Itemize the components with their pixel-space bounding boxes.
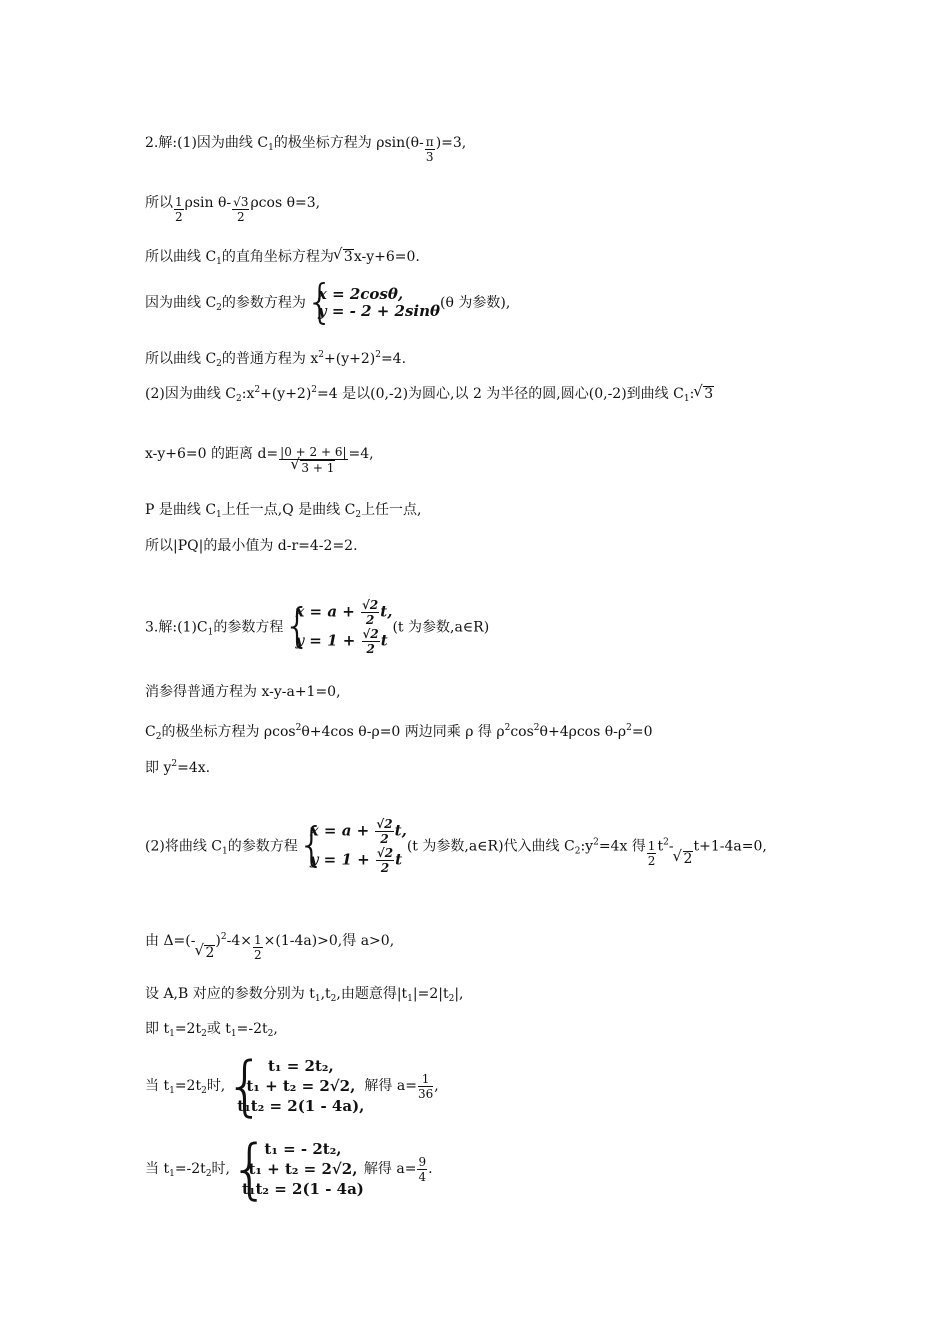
- s3-line-1: [145, 598, 489, 656]
- s3-line-2: [145, 683, 341, 701]
- subscript: 1: [268, 143, 274, 153]
- equation-row: t₁ + t₂ = 2√2,: [248, 1160, 358, 1178]
- text: 的极坐标方程为 ρcos: [161, 724, 296, 740]
- subscript: 2: [574, 846, 581, 857]
- text: ,: [434, 1078, 439, 1094]
- equation-system: [230, 1130, 364, 1207]
- radicand: 3: [343, 249, 353, 265]
- text: 由 Δ=(-: [145, 933, 196, 949]
- radicand: 2: [205, 945, 215, 961]
- text: =4,: [348, 446, 374, 462]
- numerator: √2: [376, 846, 394, 860]
- superscript: 2: [295, 723, 302, 733]
- text: ,由题意得|t: [336, 986, 408, 1002]
- text: 所以|PQ|的最小值为 d-r=4-2=2.: [145, 538, 358, 554]
- text: x = a +: [309, 821, 375, 840]
- text: =2t: [174, 1021, 202, 1037]
- denominator: [279, 460, 347, 475]
- text: (2)因为曲线 C: [145, 386, 236, 402]
- text: 当 t: [145, 1161, 170, 1177]
- subscript: 1: [169, 1029, 175, 1039]
- radicand: 3: [704, 386, 714, 402]
- subscript: 2: [267, 1029, 274, 1039]
- fraction: [232, 195, 249, 224]
- equation-system: [298, 817, 407, 875]
- subscript: 1: [230, 1029, 237, 1039]
- denominator: 2: [236, 210, 245, 224]
- text: =4x 得: [598, 838, 646, 855]
- subscript: 1: [169, 1169, 175, 1179]
- text: 解得 a=: [363, 1161, 417, 1177]
- brace: {: [230, 1130, 270, 1207]
- fraction: [174, 195, 184, 224]
- text: +(y+2): [324, 351, 376, 367]
- text: 的参数方程: [227, 838, 298, 855]
- text: 上任一点,: [361, 502, 422, 518]
- text: t: [380, 631, 388, 650]
- text: :y: [580, 838, 594, 855]
- text: =4.: [380, 351, 407, 367]
- s3-line-4: [145, 755, 210, 777]
- denominator: 2: [253, 948, 262, 962]
- subscript: 2: [216, 359, 222, 369]
- superscript: 2: [171, 759, 178, 769]
- text: )=3,: [435, 135, 467, 151]
- s2-line-8: [145, 501, 422, 524]
- text: x = a +: [295, 602, 361, 621]
- fraction: [425, 135, 435, 164]
- text: .: [428, 1161, 433, 1177]
- subscript: 2: [201, 1029, 207, 1039]
- fraction: [418, 1072, 433, 1101]
- text: 消参得普通方程为 x-y-a+1=0,: [145, 684, 341, 700]
- sqrt: [334, 248, 354, 266]
- text: +(y+2): [260, 386, 312, 402]
- brace: {: [283, 599, 312, 654]
- denominator: 2: [175, 210, 183, 224]
- text: (θ 为参数),: [440, 295, 511, 311]
- s3-line-3: [145, 719, 653, 746]
- text: :: [689, 386, 695, 402]
- brace: {: [225, 1047, 265, 1124]
- subscript: 1: [207, 627, 214, 638]
- text: 的直角坐标方程为: [221, 249, 334, 265]
- s2-line-2: [145, 194, 320, 224]
- radicand: 2: [683, 850, 693, 867]
- superscript: 2: [375, 350, 381, 360]
- s2-line-6: [145, 381, 714, 408]
- subscript: 1: [216, 257, 222, 267]
- text: 的普通方程为 x: [221, 351, 319, 367]
- subscript: 1: [683, 394, 690, 404]
- subscript: 2: [205, 1169, 212, 1179]
- s3-line-10: [145, 1130, 433, 1207]
- numerator: √3: [233, 195, 249, 209]
- denominator: 36: [417, 1086, 434, 1101]
- numerator: 9: [418, 1154, 427, 1169]
- fraction: [361, 598, 379, 627]
- text: C: [145, 724, 156, 740]
- text: -4×: [226, 933, 252, 949]
- denominator: 2: [365, 613, 375, 627]
- subscript: 1: [222, 846, 228, 857]
- text: 3.解:(1)C: [145, 619, 208, 636]
- sqrt: [674, 850, 694, 868]
- superscript: 2: [533, 723, 540, 733]
- text: 的极坐标方程为 ρsin(θ-: [273, 135, 424, 151]
- text: =-2t: [174, 1161, 206, 1177]
- text: ρsin θ-: [184, 195, 232, 211]
- text: t+1-4a=0,: [693, 838, 767, 855]
- fraction: [375, 817, 393, 846]
- text: ρcos θ=3,: [250, 195, 321, 211]
- text: t,: [394, 821, 407, 840]
- numerator: 1: [418, 1072, 433, 1087]
- text: 所以曲线 C: [145, 351, 217, 367]
- text: |=2|t: [412, 986, 449, 1002]
- text: 因为曲线 C: [145, 295, 217, 311]
- text: =4 是以(0,-2)为圆心,以 2 为半径的圆,圆心(0,-2)到曲线 C: [317, 386, 684, 402]
- subscript: 1: [216, 510, 222, 520]
- text: t: [657, 838, 664, 855]
- subscript: 2: [355, 510, 362, 520]
- radicand: 3 + 1: [301, 461, 335, 475]
- subscript: 1: [407, 994, 413, 1004]
- text: 即 t: [145, 1021, 170, 1037]
- text: y = 1 +: [309, 850, 375, 869]
- fraction: [279, 445, 347, 475]
- text: x-y+6=0.: [353, 249, 420, 265]
- text: 时,: [206, 1078, 226, 1094]
- fraction: [417, 1155, 427, 1184]
- equation-system: [225, 1047, 365, 1124]
- subscript: 2: [216, 303, 222, 313]
- sqrt: [195, 944, 215, 962]
- text: =2t: [174, 1078, 202, 1094]
- text: θ+4ρcos θ-ρ: [539, 724, 627, 740]
- text: (2)将曲线 C: [145, 838, 222, 855]
- text: (t 为参数,a∈R): [392, 619, 490, 636]
- equation-row: x = 2cosθ,: [317, 285, 404, 303]
- s2-line-3: [145, 248, 420, 271]
- equation-system: [305, 275, 441, 330]
- text: ,: [273, 1021, 278, 1037]
- subscript: 2: [448, 994, 455, 1004]
- sqrt: [694, 385, 714, 403]
- equation-row: t₁ = 2t₂,: [268, 1057, 334, 1075]
- s2-line-9: [145, 537, 358, 555]
- text: ×(1-4a)>0,得 a>0,: [263, 933, 395, 949]
- text: y = 1 +: [295, 631, 361, 650]
- text: :x: [241, 386, 255, 402]
- text: =0: [631, 724, 653, 740]
- numerator: 1: [253, 933, 262, 947]
- superscript: 2: [663, 837, 669, 848]
- numerator: 1: [647, 838, 656, 853]
- subscript: 1: [169, 1086, 175, 1096]
- fraction: [362, 627, 380, 656]
- s2-line-5: [145, 346, 406, 373]
- text: -: [668, 838, 674, 855]
- text: 当 t: [145, 1078, 170, 1094]
- equation-row: y = - 2 + 2sinθ: [317, 302, 441, 320]
- superscript: 2: [311, 385, 318, 395]
- text: x-y+6=0 的距离 d=: [145, 446, 279, 462]
- subscript: 1: [314, 994, 321, 1004]
- s2-line-7: [145, 445, 374, 475]
- text: |,: [454, 986, 464, 1002]
- s3-line-9: [145, 1047, 439, 1124]
- equation-row: t₁ + t₂ = 2√2,: [246, 1077, 356, 1095]
- superscript: 2: [504, 723, 511, 733]
- denominator: 4: [418, 1169, 427, 1184]
- subscript: 2: [236, 394, 242, 404]
- denominator: 2: [647, 853, 656, 868]
- text: 所以曲线 C: [145, 249, 217, 265]
- denominator: 2: [366, 642, 375, 656]
- denominator: 2: [380, 832, 389, 846]
- s3-line-7: [145, 985, 464, 1008]
- fraction: [647, 839, 657, 868]
- numerator: √2: [376, 817, 393, 831]
- text: 即 y: [145, 760, 172, 776]
- fraction: [253, 933, 263, 962]
- s2-line-1: [145, 134, 466, 164]
- text: 的参数方程为: [221, 295, 306, 311]
- text: P 是曲线 C: [145, 502, 217, 518]
- text: 2.解:(1)因为曲线 C: [145, 135, 269, 151]
- text: t: [395, 850, 403, 869]
- text: 解得 a=: [364, 1078, 417, 1094]
- subscript: 2: [330, 994, 337, 1004]
- denominator: 3: [425, 150, 434, 164]
- text: 上任一点,Q 是曲线 C: [221, 502, 356, 518]
- text: 的参数方程: [213, 619, 284, 636]
- text: cos: [510, 724, 534, 740]
- text: 或 t: [206, 1021, 231, 1037]
- numerator: 1: [175, 195, 183, 209]
- subscript: 2: [155, 732, 162, 742]
- text: θ+4cos θ-ρ=0 两边同乘 ρ 得 ρ: [301, 724, 505, 740]
- brace: {: [305, 275, 334, 330]
- sqrt: [291, 460, 335, 475]
- equation-system: [283, 598, 392, 656]
- text: 设 A,B 对应的参数分别为 t: [145, 986, 315, 1002]
- fraction: [376, 846, 394, 875]
- s3-line-5: [145, 817, 767, 875]
- s3-line-8: [145, 1020, 278, 1043]
- equation-row: t₁t₂ = 2(1 - 4a): [242, 1180, 364, 1198]
- s2-line-4: [145, 275, 511, 330]
- text: ,t: [320, 986, 331, 1002]
- numerator: √2: [362, 627, 379, 641]
- numerator: |0 + 2 + 6|: [280, 445, 347, 459]
- superscript: 2: [318, 350, 324, 360]
- text: (t 为参数,a∈R)代入曲线 C: [406, 838, 575, 855]
- text: 所以: [145, 195, 173, 211]
- numerator: π: [425, 135, 434, 149]
- superscript: 2: [626, 723, 632, 733]
- numerator: √2: [362, 598, 379, 612]
- superscript: 2: [593, 837, 599, 848]
- superscript: 2: [254, 385, 261, 395]
- equation-row: t₁t₂ = 2(1 - 4a),: [237, 1097, 365, 1115]
- text: t,: [380, 602, 393, 621]
- text: =4x.: [177, 760, 211, 776]
- text: ): [215, 933, 221, 949]
- s3-line-6: [145, 928, 394, 962]
- equation-row: t₁ = - 2t₂,: [264, 1140, 342, 1158]
- denominator: 2: [380, 861, 390, 875]
- text: =-2t: [236, 1021, 268, 1037]
- brace: {: [297, 818, 326, 873]
- superscript: 2: [220, 932, 227, 942]
- text: 时,: [211, 1161, 230, 1177]
- subscript: 2: [201, 1086, 207, 1096]
